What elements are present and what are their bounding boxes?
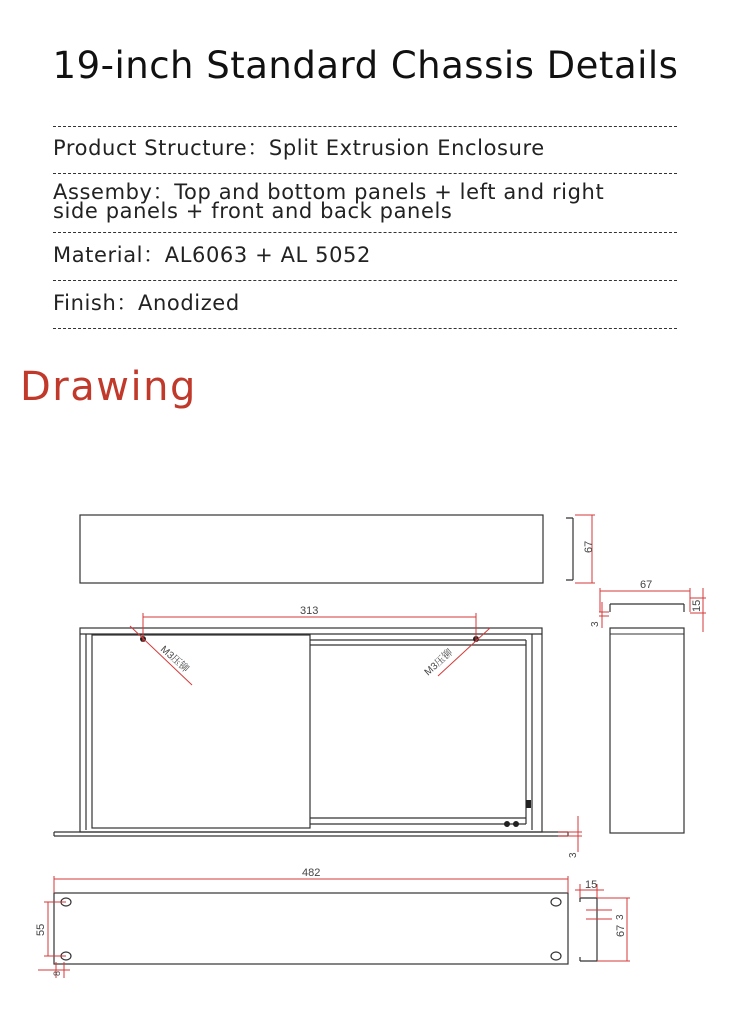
dim-front-flange: 15 [585,879,598,891]
top-view-outline [80,515,543,583]
dim-front-width: 482 [302,867,321,879]
spec-separator: ： [247,136,269,160]
dim-top-height: 67 [583,540,595,553]
front-panel-dimensions [38,876,568,978]
dim-front-thickness: 3 [615,914,626,920]
spec-separator: ： [152,180,175,204]
side-section-dimensions [599,588,706,632]
spec-label: Finish [53,291,117,315]
spec-value-line2: side panels + front and back panels [53,199,453,223]
dim-side-flange: 15 [691,599,703,612]
top-side-profile [566,518,573,580]
dim-front-hole-spacing: 55 [35,923,47,936]
hole-spacing-dimension [130,613,582,852]
spec-separator: ： [143,243,165,267]
dim-hole-spacing: 313 [300,605,319,617]
spec-label: Assemby [53,180,153,204]
spec-value: AL6063 + AL 5052 [164,243,371,267]
spec-value: Split Extrusion Enclosure [268,136,545,160]
spec-label: Material [53,243,144,267]
dim-base-thickness: 3 [568,852,579,858]
annotation-right-hole: M3压铆 [422,647,456,679]
spec-label: Product Structure [53,136,248,160]
drawing-heading: Drawing [20,364,197,410]
annotation-left-hole: M3压铆 [157,644,191,675]
dim-front-height: 67 [615,924,627,937]
side-view-outline [610,628,684,833]
front-side-profile [580,898,597,961]
dim-side-width: 67 [640,579,653,591]
spec-separator: ： [116,291,138,315]
dim-side-thickness: 3 [590,621,601,627]
dim-front-edge: 8 [52,970,62,976]
side-section-profile [610,604,684,612]
front-panel [54,893,568,964]
spec-value: Anodized [138,291,240,315]
front-side-dimensions [575,884,630,961]
interior-fasteners [140,636,531,827]
page-title: 19-inch Standard Chassis Details [52,44,679,87]
interior-view [54,628,568,836]
spec-value-line1: Top and bottom panels + left and right [174,180,605,204]
